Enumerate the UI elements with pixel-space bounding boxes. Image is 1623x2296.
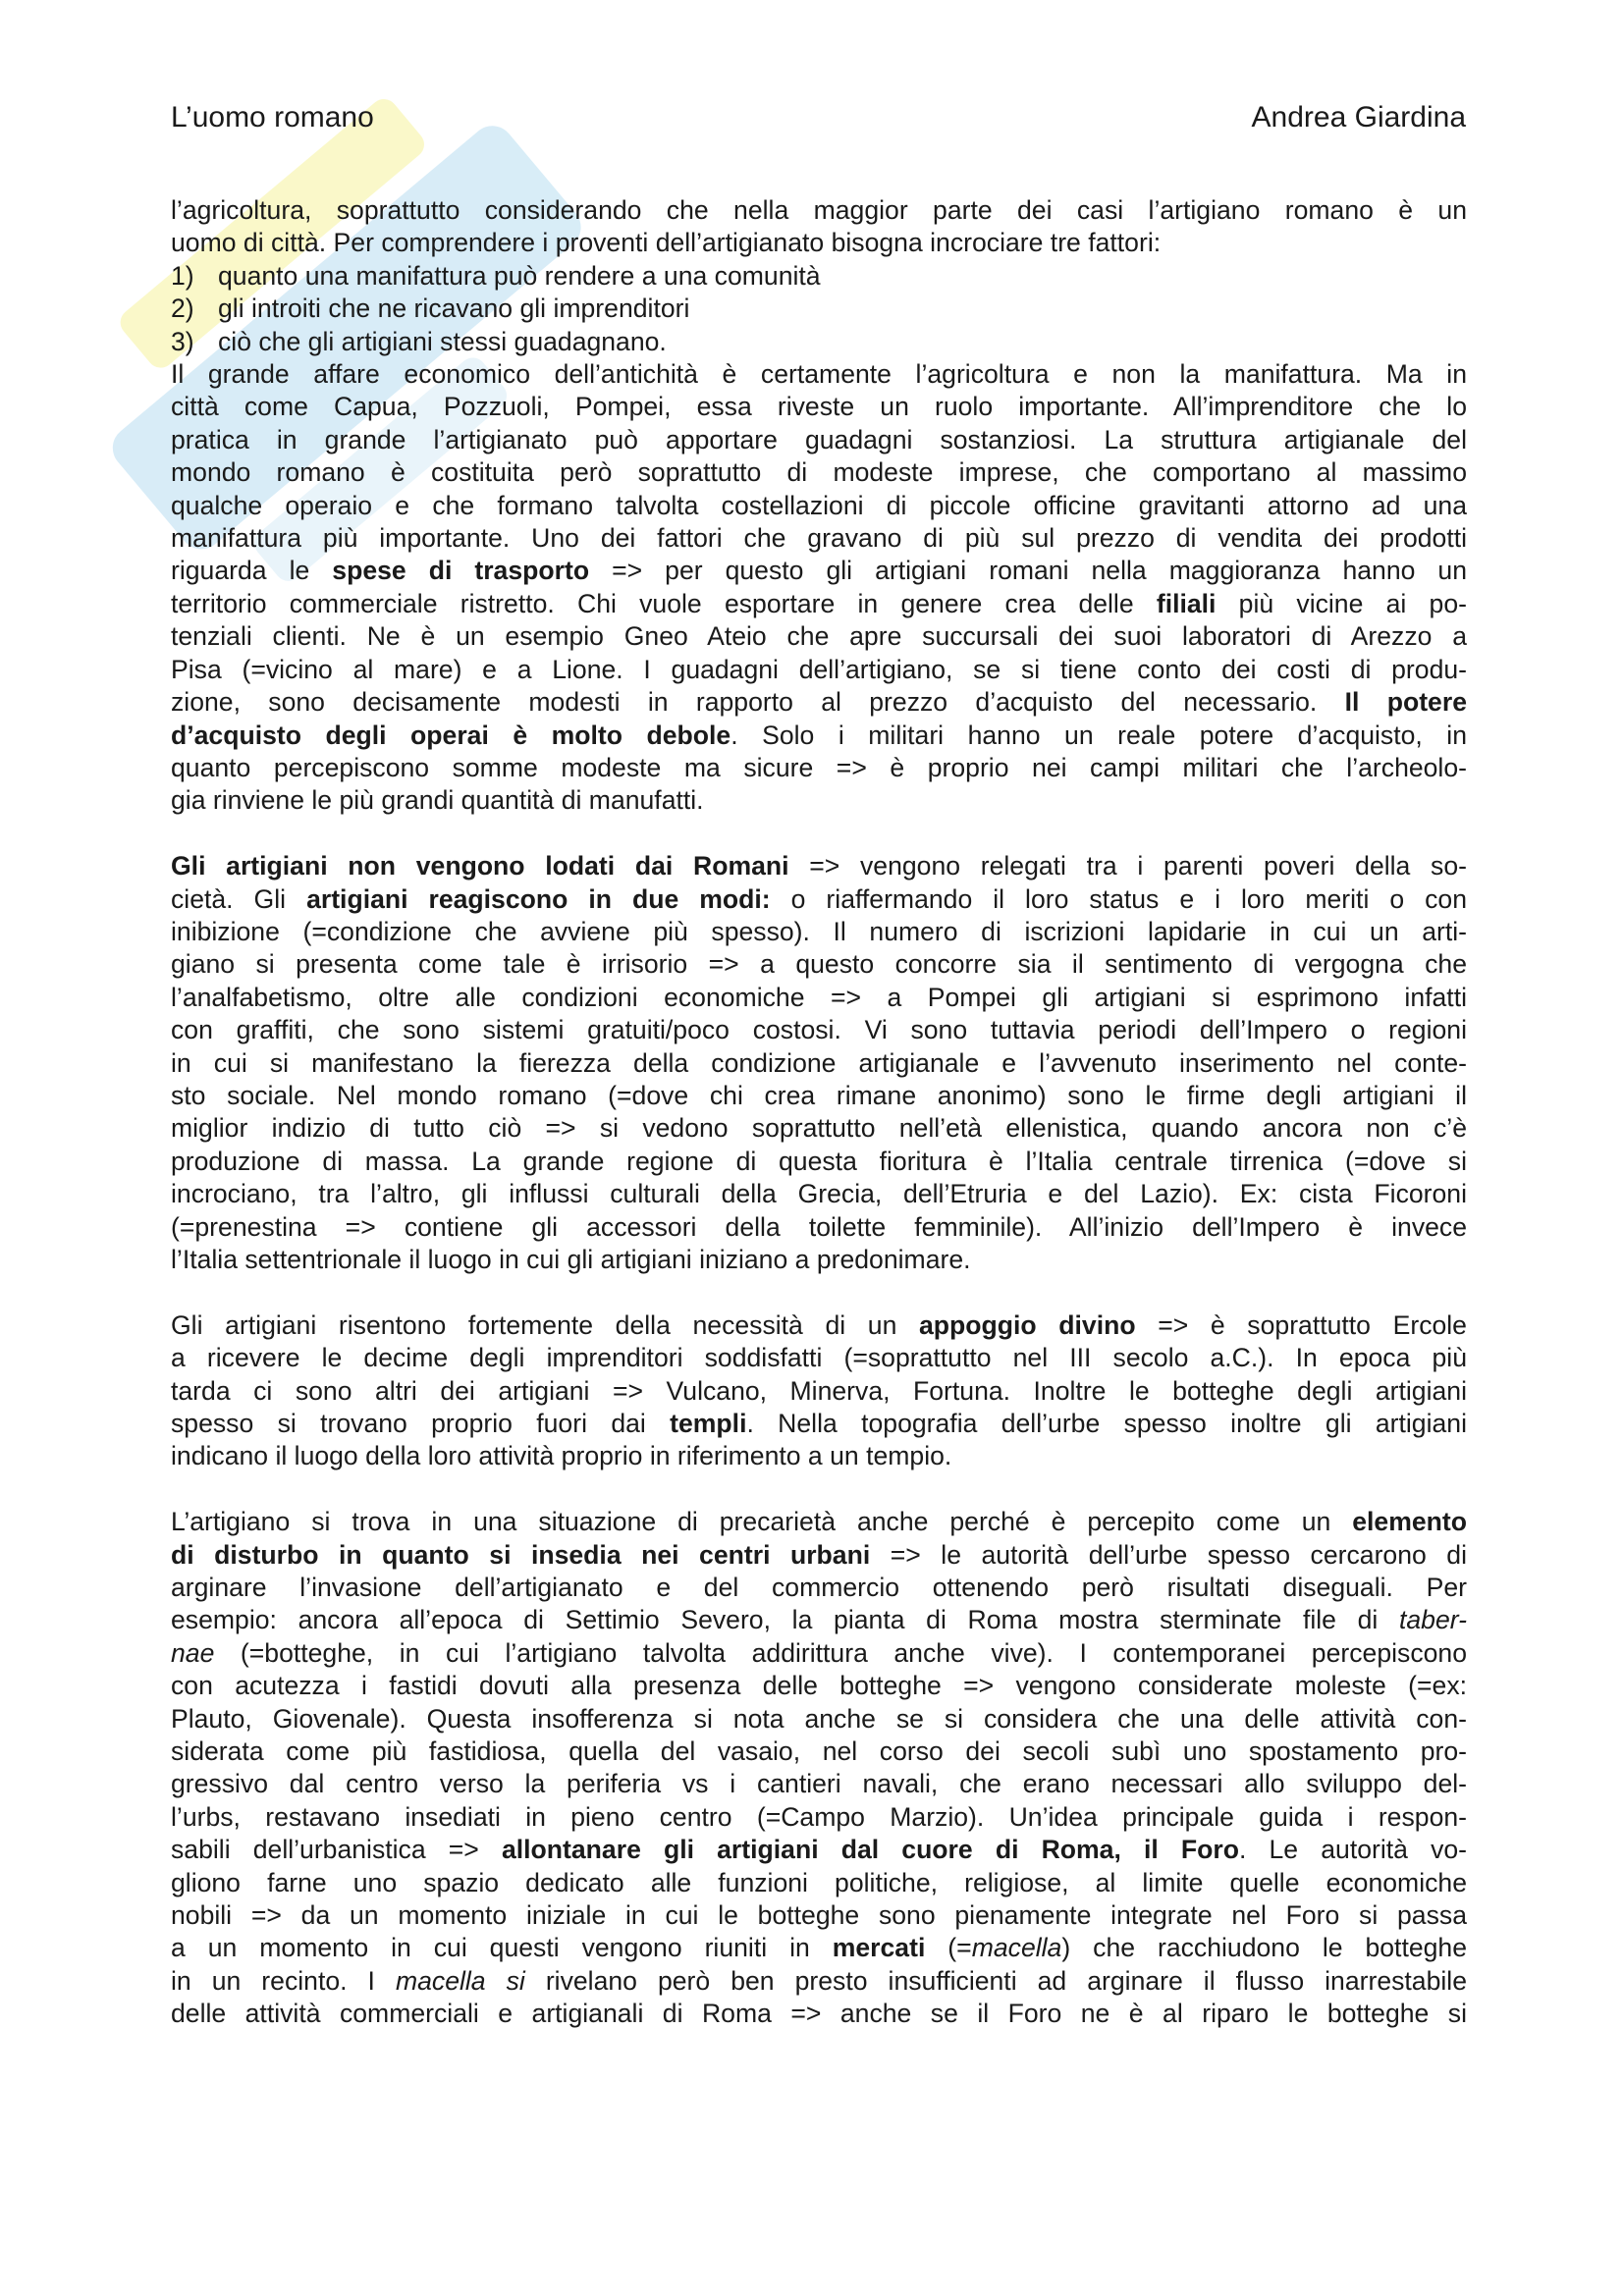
text-line: l’agricoltura, soprattutto considerando che nella maggior parte dei casi l’artigiano romano è un xyxy=(171,195,1467,225)
text-line: indicano il luogo della loro attività proprio in riferimento a un tempio. xyxy=(171,1441,952,1471)
text-line: Plauto, Giovenale). Questa insofferenza si nota anche se si considera che una delle attività con- xyxy=(171,1703,1467,1734)
text-run: Gli artigiani risentono fortemente della necessità di un xyxy=(171,1309,919,1340)
text-line xyxy=(171,1309,1467,1342)
bold-term: appoggio divino xyxy=(919,1309,1136,1340)
text-run: (=botteghe, in cui l’artigiano talvolta addirittura anche vive). I contemporanei percepiscono xyxy=(214,1637,1467,1668)
text-line: gliono farne uno spazio dedicato alle funzioni politiche, religiose, al limite quelle economiche xyxy=(171,1867,1467,1897)
text-line xyxy=(171,720,1467,752)
text-run: => è soprattutto Ercole xyxy=(1135,1309,1467,1340)
list-item xyxy=(171,260,1467,293)
italic-term: taber- xyxy=(1399,1605,1467,1635)
text-line: tarda ci sono altri dei artigiani => Vulcano, Minerva, Fortuna. Inoltre le botteghe degli artigiani xyxy=(171,1375,1467,1406)
text-line xyxy=(171,588,1467,620)
text-run: più vicine ai po- xyxy=(1216,588,1467,618)
text-line: pratica in grande l’artigianato può apportare guadagni sostanziosi. La struttura artigianale del xyxy=(171,424,1467,454)
text-line xyxy=(171,1539,1467,1572)
italic-term: nae xyxy=(171,1637,215,1668)
text-line: mondo romano è costituita però soprattutto di modeste imprese, che comportano al massimo xyxy=(171,457,1467,488)
text-line: sto sociale. Nel mondo romano (=dove chi crea rimane anonimo) sono le firme degli artigiani il xyxy=(171,1080,1467,1110)
list-item xyxy=(171,326,1467,358)
list-number: 1) xyxy=(171,260,194,291)
text-line xyxy=(171,1834,1467,1866)
italic-term: macella xyxy=(971,1933,1062,1963)
text-run: . Nella topografia dell’urbe spesso inoltre gli artigiani xyxy=(746,1409,1467,1438)
text-line: con acutezza i fastidi dovuti alla presenza delle botteghe => vengono considerate moleste (=ex: xyxy=(171,1671,1467,1701)
text-line xyxy=(171,1637,1467,1670)
text-line: quanto percepiscono somme modeste ma sicure => è proprio nei campi militari che l’archeolo- xyxy=(171,752,1467,782)
text-line: siderata come più fastidiosa, quella del vasaio, nel corso dei secoli subì uno spostamento pro- xyxy=(171,1736,1467,1767)
text-line: giano si presenta come tale è irrisorio => a questo concorre sia il sentimento di vergogna che xyxy=(171,949,1467,980)
header-left-title: L’uomo romano xyxy=(171,101,374,133)
text-line: incrociano, tra l’altro, gli influssi culturali della Grecia, dell’Etruria e del Lazio). Ex: cista Ficoroni xyxy=(171,1179,1467,1209)
paragraph-2 xyxy=(171,850,1467,1276)
text-run: cietà. Gli xyxy=(171,883,307,914)
paragraph-3 xyxy=(171,1309,1467,1473)
bold-term: di disturbo in quanto si insedia nei centri urbani xyxy=(171,1539,871,1570)
list-number: 2) xyxy=(171,294,194,324)
text-run: riguarda le xyxy=(171,556,333,586)
bold-term: artigiani reagiscono in due modi: xyxy=(306,883,771,914)
header-right-author: Andrea Giardina xyxy=(1251,101,1466,133)
document-body xyxy=(171,194,1467,2031)
text-run: => vengono relegati tra i parenti poveri della so- xyxy=(788,851,1467,881)
text-line: miglior indizio di tutto ciò => si vedono soprattutto nell’età ellenistica, quando ancora non c’è xyxy=(171,1113,1467,1144)
text-run: sabili dell’urbanistica => xyxy=(171,1835,502,1865)
italic-term: macella si xyxy=(395,1965,525,1996)
list-text: quanto una manifattura può rendere a una comunità xyxy=(218,260,821,291)
paragraph-1 xyxy=(171,194,1467,818)
text-line: città come Capua, Pozzuoli, Pompei, essa riveste un ruolo importante. All’imprenditore che lo xyxy=(171,392,1467,422)
text-line: Il grande affare economico dell’antichità è certamente l’agricoltura e non la manifattura. Ma in xyxy=(171,359,1467,390)
text-run: zione, sono decisamente modesti in rapporto al prezzo d’acquisto del necessario. xyxy=(171,687,1345,718)
text-line: tenziali clienti. Ne è un esempio Gneo Ateio che apre succursali dei suoi laboratori di Arezzo a xyxy=(171,621,1467,652)
bold-term: d’acquisto degli operai è molto debole xyxy=(171,720,731,750)
text-run: spesso si trovano proprio fuori dai xyxy=(171,1409,671,1438)
bold-term: Il potere xyxy=(1344,687,1467,718)
text-line: produzione di massa. La grande regione di questa fioritura è l’Italia centrale tirrenica (=dove si xyxy=(171,1146,1467,1176)
text-line xyxy=(171,1604,1467,1636)
list-item xyxy=(171,293,1467,325)
bold-term: templi xyxy=(670,1409,747,1438)
bold-term: allontanare gli artigiani dal cuore di Roma, il Foro xyxy=(501,1835,1239,1865)
text-run: . Le autorità vo- xyxy=(1239,1835,1468,1865)
text-line: uomo di città. Per comprendere i proventi dell’artigianato bisogna incrociare tre fattori: xyxy=(171,228,1162,258)
bold-term: filiali xyxy=(1156,588,1217,618)
text-line xyxy=(171,850,1467,882)
text-line xyxy=(171,1408,1467,1440)
text-line: qualche operaio e che formano talvolta costellazioni di piccole officine gravitanti attorno ad una xyxy=(171,490,1467,520)
text-line xyxy=(171,1965,1467,1998)
bold-term: spese di trasporto xyxy=(332,556,590,586)
text-line: con graffiti, che sono sistemi gratuiti/poco costosi. Vi sono tuttavia periodi dell’Impero o regioni xyxy=(171,1015,1467,1045)
paragraph-4 xyxy=(171,1506,1467,2031)
text-line: arginare l’invasione dell’artigianato e del commercio ottenendo però risultati diseguali. Per xyxy=(171,1573,1467,1603)
text-run: ) che racchiudono le botteghe xyxy=(1061,1933,1467,1963)
list-text: gli introiti che ne ricavano gli imprenditori xyxy=(218,294,690,324)
text-line xyxy=(171,883,1467,916)
text-run: rivelano però ben presto insufficienti ad arginare il flusso inarrestabile xyxy=(524,1965,1467,1996)
text-line xyxy=(171,1932,1467,1964)
text-line: Pisa (=vicino al mare) e a Lione. I guadagni dell’artigiano, se si tiene conto dei costi di produ- xyxy=(171,654,1467,684)
text-run: => per questo gli artigiani romani nella maggioranza hanno un xyxy=(589,556,1468,586)
text-line: (=prenestina => contiene gli accessori della toilette femminile). All’inizio dell’Impero è invece xyxy=(171,1211,1467,1242)
text-line: a ricevere le decime degli imprenditori soddisfatti (=soprattutto nel III secolo a.C.). In epoca più xyxy=(171,1343,1467,1373)
text-run: a un momento in cui questi vengono riuniti in xyxy=(171,1933,833,1963)
text-run: esempio: ancora all’epoca di Settimio Severo, la pianta di Roma mostra sterminate file di xyxy=(171,1605,1399,1635)
text-line: nobili => da un momento iniziale in cui le botteghe sono pienamente integrate nel Foro si passa xyxy=(171,1900,1467,1931)
text-line: manifattura più importante. Uno dei fattori che gravano di più sul prezzo di vendita dei prodotti xyxy=(171,523,1467,554)
bold-term: mercati xyxy=(832,1933,926,1963)
text-run: L’artigiano si trova in una situazione di precarietà anche perché è percepito come un xyxy=(171,1507,1353,1537)
page-header xyxy=(171,100,1466,135)
text-line: inibizione (=condizione che avviene più spesso). Il numero di iscrizioni lapidarie in cui un arti- xyxy=(171,916,1467,946)
text-line: gressivo dal centro verso la periferia vs i cantieri navali, che erano necessari allo sviluppo del- xyxy=(171,1769,1467,1799)
bold-term: Gli artigiani non vengono lodati dai Romani xyxy=(171,851,789,881)
text-line xyxy=(171,1506,1467,1538)
text-line: l’analfabetismo, oltre alle condizioni economiche => a Pompei gli artigiani si esprimono infatti xyxy=(171,982,1467,1012)
text-run: in un recinto. I xyxy=(171,1965,396,1996)
text-line xyxy=(171,555,1467,587)
text-line: l’Italia settentrionale il luogo in cui gli artigiani iniziano a predonimare. xyxy=(171,1244,971,1274)
bold-term: elemento xyxy=(1352,1507,1467,1537)
text-run: . Solo i militari hanno un reale potere d’acquisto, in xyxy=(730,720,1467,750)
text-run: territorio commerciale ristretto. Chi vuole esportare in genere crea delle xyxy=(171,588,1157,618)
text-line: delle attività commerciali e artigianali di Roma => anche se il Foro ne è al riparo le botteghe si xyxy=(171,1999,1467,2029)
text-run: => le autorità dell’urbe spesso cercarono di xyxy=(870,1539,1467,1570)
text-run: (= xyxy=(925,1933,972,1963)
text-run: o riaffermando il loro status e i loro meriti o con xyxy=(770,883,1468,914)
text-line: l’urbs, restavano insediati in pieno centro (=Campo Marzio). Un’idea principale guida i respon- xyxy=(171,1801,1467,1832)
list-number: 3) xyxy=(171,326,194,356)
text-line xyxy=(171,686,1467,719)
text-line: gia rinviene le più grandi quantità di manufatti. xyxy=(171,785,704,816)
list-text: ciò che gli artigiani stessi guadagnano. xyxy=(218,326,667,356)
text-line: in cui si manifestano la fierezza della condizione artigianale e l’avvenuto inserimento nel conte- xyxy=(171,1047,1467,1078)
